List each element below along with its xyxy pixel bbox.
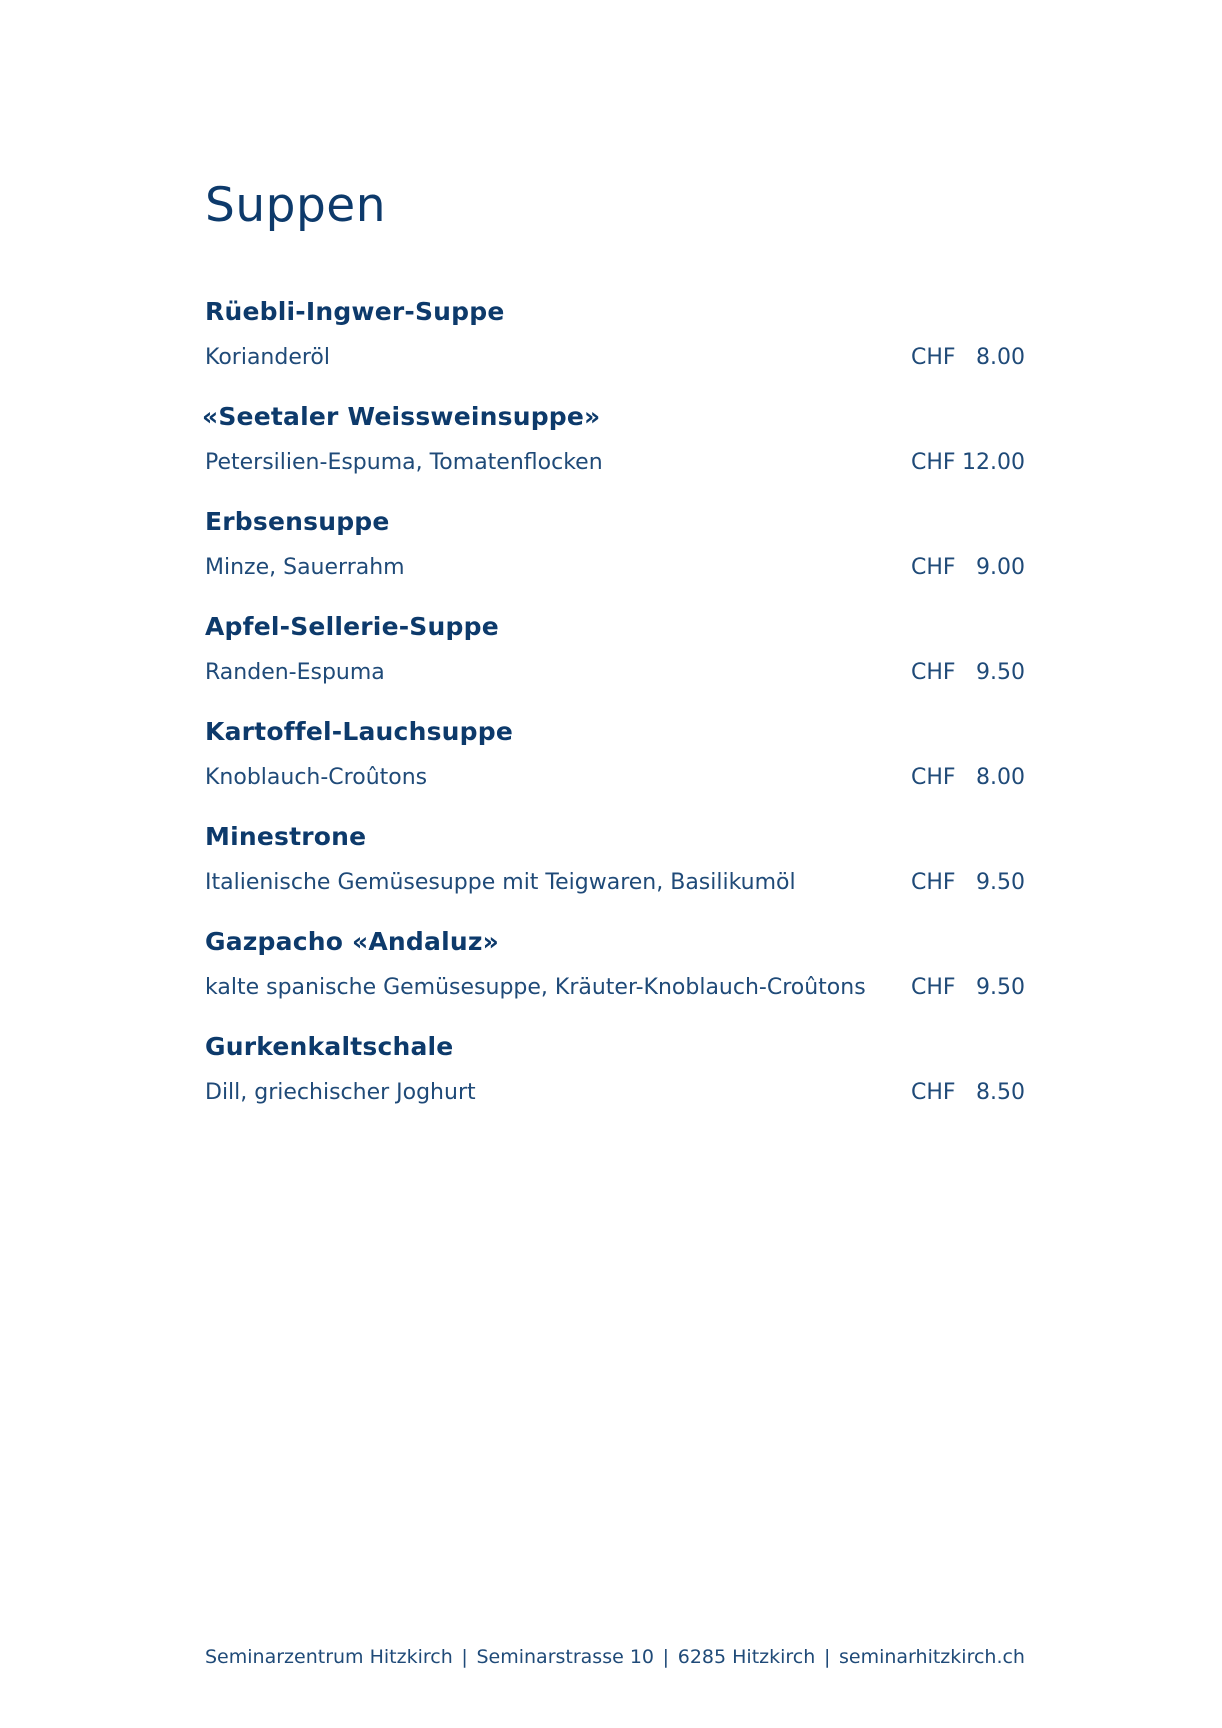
menu-item-currency: CHF (911, 765, 956, 790)
menu-item-name: Rüebli-Ingwer-Suppe (205, 297, 505, 326)
footer (205, 1646, 1025, 1668)
menu-item-description: kalte spanische Gemüsesuppe, Kräuter-Knoblauch-Croûtons (205, 975, 866, 1000)
menu-item-currency: CHF (911, 870, 956, 895)
menu-item-description: Knoblauch-Croûtons (205, 765, 428, 790)
footer-street: Seminarstrasse 10 (476, 1646, 655, 1668)
menu-item-price: 8.50 (976, 1080, 1025, 1105)
page-title: Suppen (205, 178, 386, 233)
footer-separator: | (823, 1646, 831, 1668)
footer-separator: | (662, 1646, 670, 1668)
footer-separator: | (461, 1646, 468, 1668)
menu-item-price: 9.50 (976, 660, 1025, 685)
menu-item-description: Italienische Gemüsesuppe mit Teigwaren, Basilikumöl (205, 870, 796, 895)
menu-item-description: Korianderöl (205, 345, 331, 370)
menu-item-description: Minze, Sauerrahm (205, 555, 405, 580)
menu-item-name: «Seetaler Weissweinsuppe» (202, 402, 601, 431)
menu-item-name: Gazpacho «Andaluz» (205, 927, 499, 956)
menu-item-name: Erbsensuppe (205, 507, 390, 536)
menu-item-currency: CHF (911, 555, 956, 580)
menu-item (205, 297, 1025, 402)
menu-item-name: Apfel-Sellerie-Suppe (205, 612, 499, 641)
menu-item-description: Randen-Espuma (205, 660, 385, 685)
menu-item-currency: CHF (911, 1080, 956, 1105)
footer-city: 6285 Hitzkirch (677, 1646, 816, 1668)
menu-item-description: Petersilien-Espuma, Tomatenflocken (205, 450, 603, 475)
menu-item-currency: CHF (911, 975, 956, 1000)
menu-item-price: 9.50 (976, 975, 1025, 1000)
menu-item-price: 8.00 (976, 345, 1025, 370)
menu-item-name: Minestrone (205, 822, 367, 851)
menu-item-currency: CHF (911, 345, 956, 370)
menu-item (202, 402, 1025, 507)
menu-item (205, 612, 1025, 717)
menu-item-price: 8.00 (976, 765, 1025, 790)
footer-website-link[interactable]: seminarhitzkirch.ch (839, 1646, 1025, 1668)
menu-item-name: Gurkenkaltschale (205, 1032, 454, 1061)
menu-item (205, 1032, 1025, 1137)
menu-item (205, 507, 1025, 612)
menu-item-price: 9.00 (976, 555, 1025, 580)
menu-item-name: Kartoffel-Lauchsuppe (205, 717, 513, 746)
menu-item-description: Dill, griechischer Joghurt (205, 1080, 476, 1105)
menu-item (205, 822, 1025, 927)
menu-item-price: 12.00 (962, 450, 1025, 475)
menu-item (205, 927, 1025, 1032)
footer-organization: Seminarzentrum Hitzkirch (205, 1646, 453, 1668)
menu-item-currency: CHF (911, 660, 956, 685)
menu-item-currency: CHF (911, 450, 956, 475)
menu-item-price: 9.50 (976, 870, 1025, 895)
menu-list (202, 297, 1025, 1137)
menu-item (205, 717, 1025, 822)
